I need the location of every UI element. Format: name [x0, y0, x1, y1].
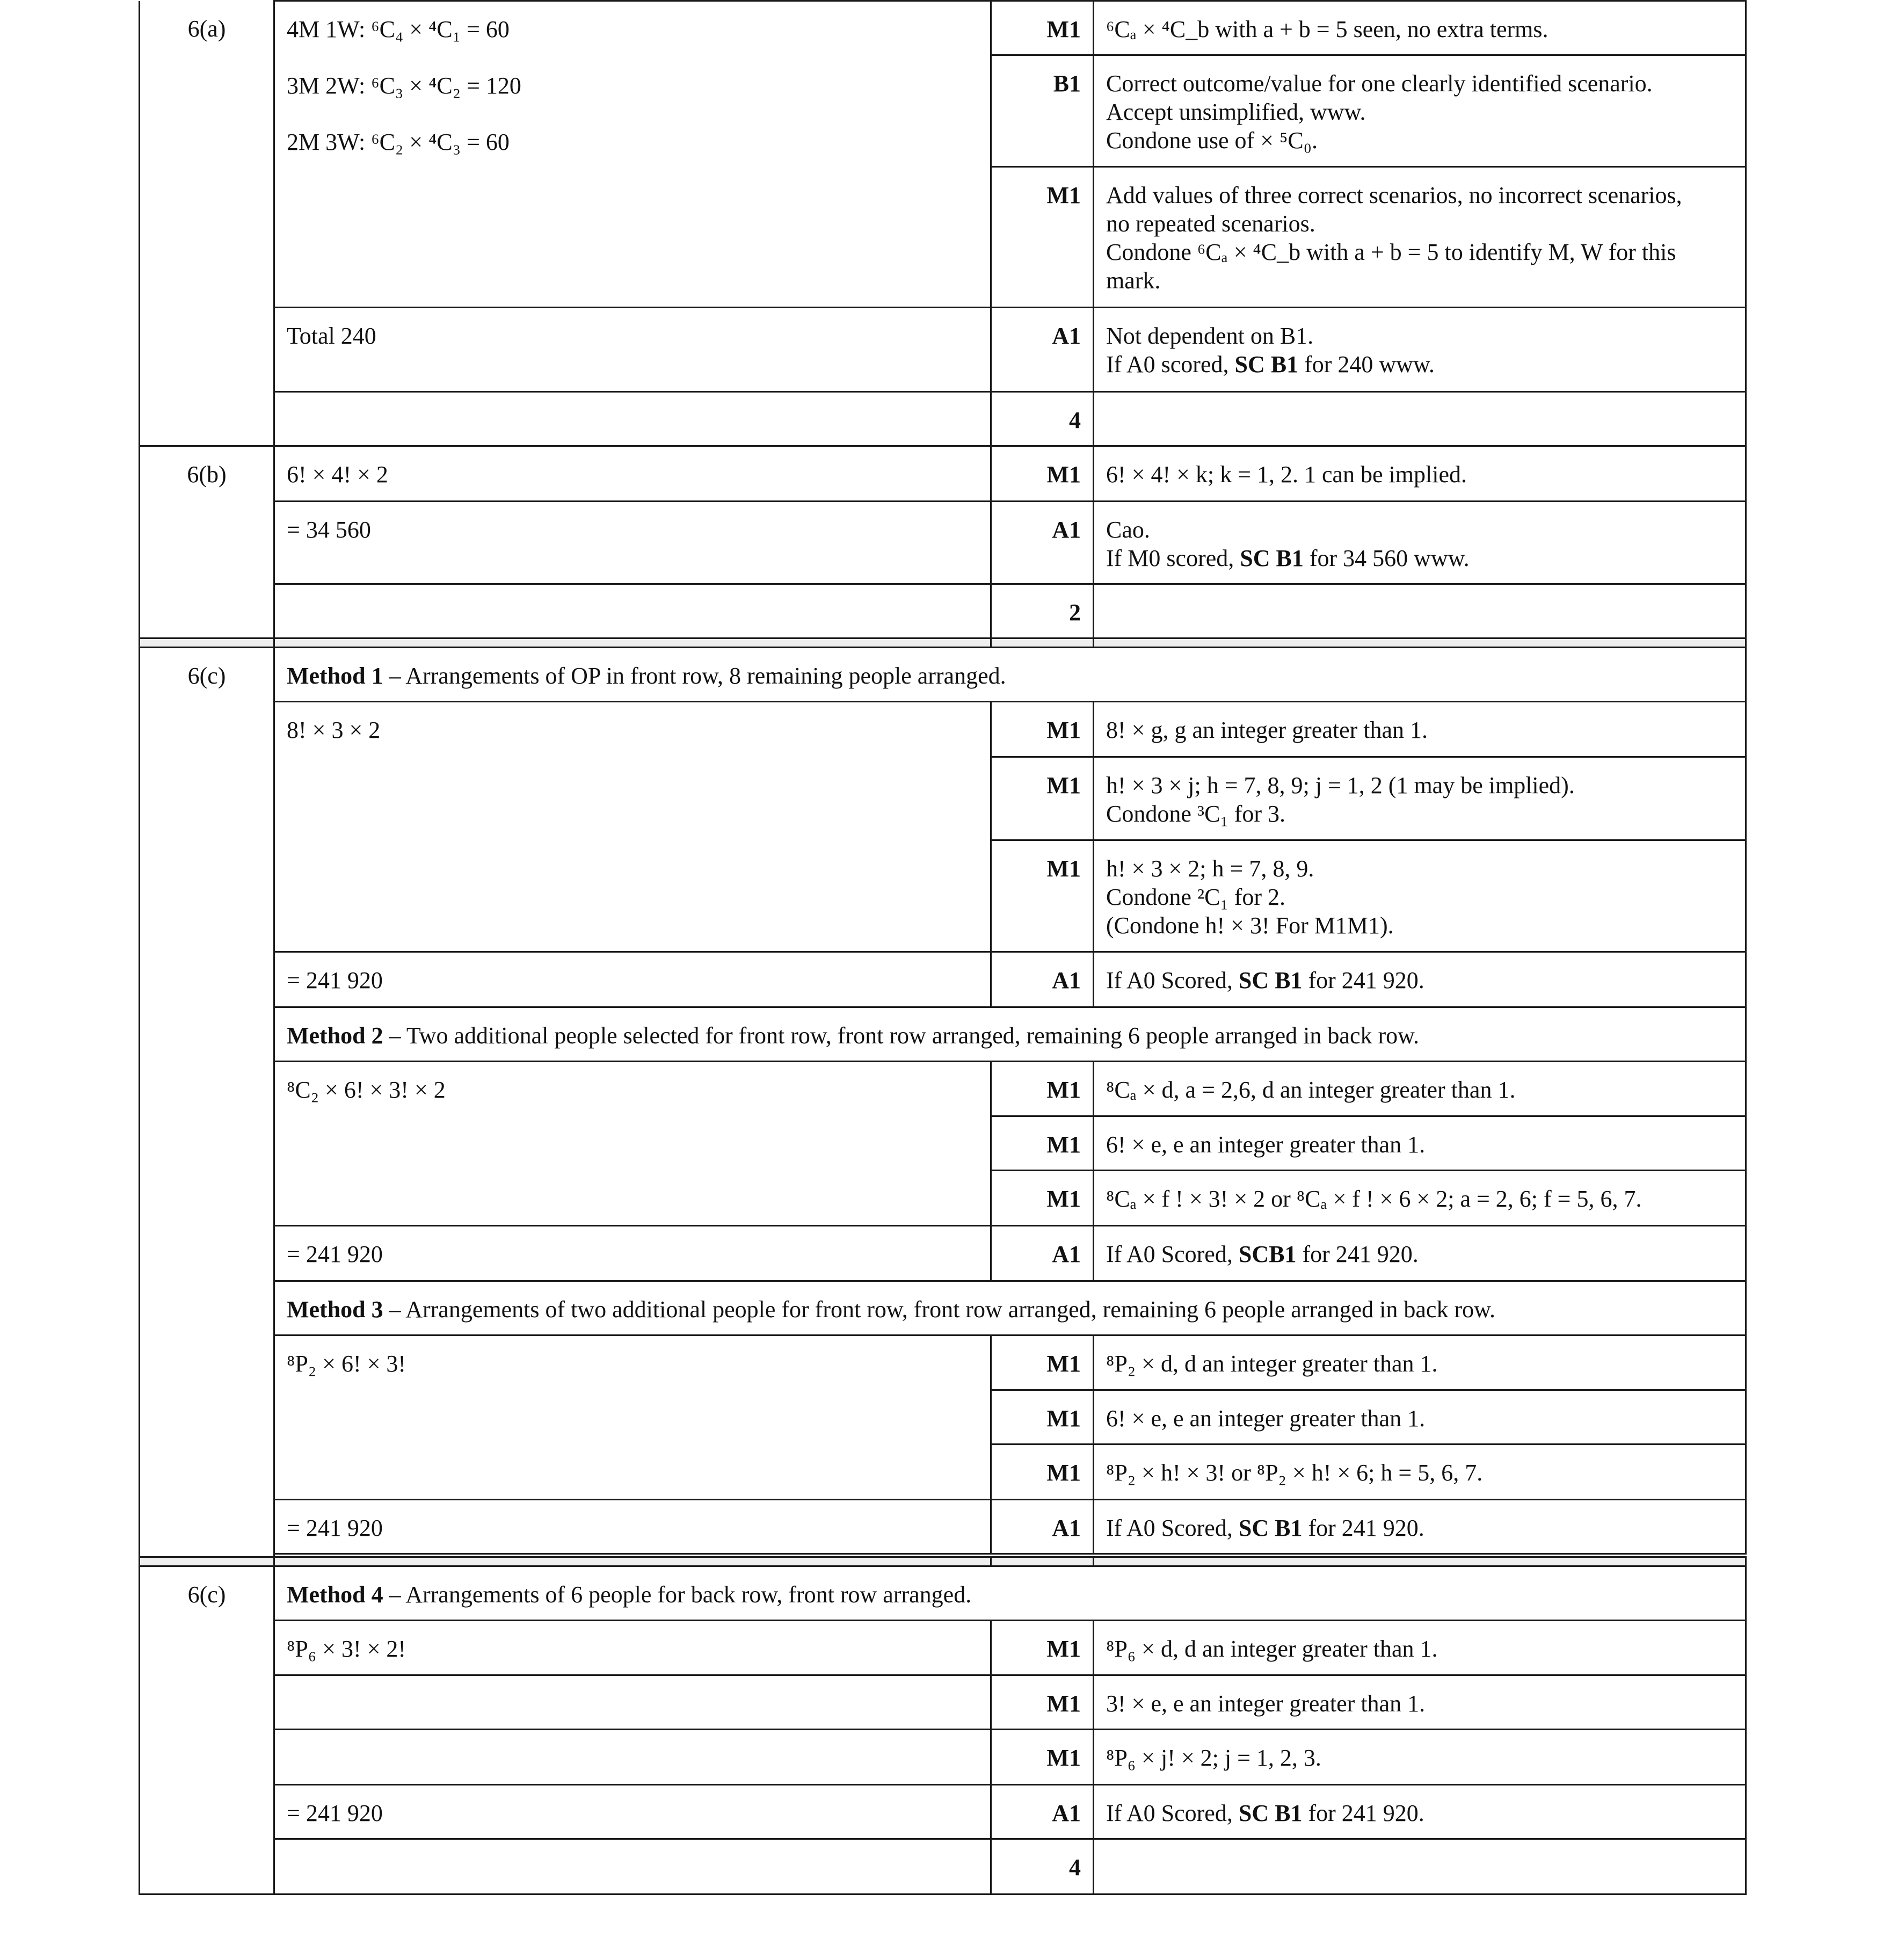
guidance-line: Cao.: [1106, 517, 1150, 543]
mark-cell: M1: [991, 1062, 1094, 1116]
table-row: [140, 446, 1746, 502]
guidance-cell: [1094, 55, 1746, 167]
mark-cell: M1: [991, 1621, 1094, 1675]
guidance-cell: [1094, 502, 1746, 584]
question-label: 6(a): [140, 1, 274, 446]
answer-cell: = 241 920: [274, 1226, 991, 1281]
answer-cell: [274, 1675, 991, 1730]
mark-cell: M1: [991, 1, 1094, 55]
guidance-cell: ⁶Cₐ × ⁴C_b with a + b = 5 seen, no extra terms.: [1094, 1, 1746, 55]
guidance-line: Condone ⁶Cₐ × ⁴C_b with a + b = 5 to identify M, W for this: [1106, 239, 1676, 265]
answer-line: 2M 3W: ⁶C₂ × ⁴C₃ = 60: [287, 129, 510, 155]
method-heading: Method 2 – Two additional people selected for front row, front row arranged, remaining 6 people arranged in back row.: [274, 1007, 1746, 1062]
special-case-mark: SCB1: [1238, 1241, 1297, 1267]
answer-line: 3M 2W: ⁶C₃ × ⁴C₂ = 120: [287, 72, 521, 99]
guidance-cell: [1094, 308, 1746, 392]
mark-cell: A1: [991, 502, 1094, 584]
guidance-cell: ⁸P₆ × d, d an integer greater than 1.: [1094, 1621, 1746, 1675]
guidance-cell: If A0 Scored, SC B1 for 241 920.: [1094, 1500, 1746, 1554]
mark-cell: M1: [991, 1444, 1094, 1500]
table-row: [140, 1007, 1746, 1062]
guidance-cell: 6! × 4! × k; k = 1, 2. 1 can be implied.: [1094, 446, 1746, 502]
guidance-line: Accept unsimplified, www.: [1106, 99, 1366, 125]
special-case-mark: SC B1: [1238, 1800, 1303, 1826]
page-break-separator: [140, 638, 1746, 648]
guidance-cell: ⁸P₆ × j! × 2; j = 1, 2, 3.: [1094, 1730, 1746, 1785]
answer-cell: 8! × 3 × 2: [274, 702, 991, 952]
question-label: 6(c): [140, 1566, 274, 1894]
guidance-line: h! × 3 × j; h = 7, 8, 9; j = 1, 2 (1 may be implied).: [1106, 772, 1575, 798]
answer-cell: ⁸C₂ × 6! × 3! × 2: [274, 1062, 991, 1226]
mark-cell: A1: [991, 1226, 1094, 1281]
guidance-line: Add values of three correct scenarios, no incorrect scenarios,: [1106, 182, 1682, 208]
guidance-cell: 3! × e, e an integer greater than 1.: [1094, 1675, 1746, 1730]
special-case-mark: SC B1: [1238, 967, 1303, 993]
special-case-mark: SC B1: [1240, 545, 1304, 571]
guidance-line: (Condone h! × 3! For M1M1).: [1106, 912, 1394, 939]
guidance-cell: ⁸P₂ × d, d an integer greater than 1.: [1094, 1335, 1746, 1390]
table-row: [140, 1062, 1746, 1116]
method-heading: Method 1 – Arrangements of OP in front row, 8 remaining people arranged.: [274, 648, 1746, 702]
guidance-cell: [1094, 392, 1746, 446]
mark-cell: B1: [991, 55, 1094, 167]
table-row: [140, 1500, 1746, 1554]
special-case-mark: SC B1: [1238, 1515, 1303, 1541]
table-row: [140, 1281, 1746, 1335]
guidance-cell: [1094, 1839, 1746, 1894]
answer-cell: = 34 560: [274, 502, 991, 584]
table-row: [140, 1566, 1746, 1621]
guidance-cell: If A0 Scored, SCB1 for 241 920.: [1094, 1226, 1746, 1281]
answer-cell: 6! × 4! × 2: [274, 446, 991, 502]
mark-cell: A1: [991, 1500, 1094, 1554]
guidance-line: If A0 scored, SC B1 for 240 www.: [1106, 351, 1435, 378]
guidance-cell: [1094, 840, 1746, 952]
answer-line: 4M 1W: ⁶C₄ × ⁴C₁ = 60: [287, 16, 510, 42]
table-row: [140, 1785, 1746, 1839]
mark-scheme-sheet: [139, 0, 1745, 1895]
guidance-line: mark.: [1106, 267, 1161, 294]
mark-cell: M1: [991, 1390, 1094, 1444]
method-heading: Method 4 – Arrangements of 6 people for back row, front row arranged.: [274, 1566, 1746, 1621]
answer-cell: ⁸P₂ × 6! × 3!: [274, 1335, 991, 1500]
guidance-cell: 6! × e, e an integer greater than 1.: [1094, 1116, 1746, 1171]
table-row: [140, 502, 1746, 584]
guidance-line: Correct outcome/value for one clearly identified scenario.: [1106, 70, 1653, 97]
mark-scheme-table: [139, 0, 1747, 1895]
method-heading: Method 3 – Arrangements of two additional people for front row, front row arranged, remaining 6 people arranged in back row.: [274, 1281, 1746, 1335]
table-row: [140, 1, 1746, 55]
mark-cell: M1: [991, 1730, 1094, 1785]
answer-cell: [274, 584, 991, 638]
table-row: [140, 1730, 1746, 1785]
guidance-line: If M0 scored, SC B1 for 34 560 www.: [1106, 545, 1470, 571]
guidance-cell: ⁸P₂ × h! × 3! or ⁸P₂ × h! × 6; h = 5, 6, 7.: [1094, 1444, 1746, 1500]
guidance-line: no repeated scenarios.: [1106, 210, 1315, 237]
guidance-line: Condone ²C₁ for 2.: [1106, 884, 1286, 910]
table-row: [140, 702, 1746, 757]
answer-cell: [274, 1, 991, 308]
table-row: [140, 952, 1746, 1007]
guidance-cell: [1094, 167, 1746, 308]
guidance-cell: [1094, 757, 1746, 840]
mark-total: 2: [991, 584, 1094, 638]
table-row: [140, 308, 1746, 392]
answer-cell: = 241 920: [274, 1785, 991, 1839]
guidance-line: Not dependent on B1.: [1106, 323, 1314, 349]
guidance-cell: ⁸Cₐ × d, a = 2,6, d an integer greater than 1.: [1094, 1062, 1746, 1116]
mark-cell: M1: [991, 757, 1094, 840]
answer-cell: ⁸P₆ × 3! × 2!: [274, 1621, 991, 1675]
answer-cell: [274, 1730, 991, 1785]
mark-total: 4: [991, 1839, 1094, 1894]
answer-cell: = 241 920: [274, 952, 991, 1007]
table-row: [140, 1335, 1746, 1390]
guidance-line: Condone use of × ⁵C₀.: [1106, 127, 1318, 154]
mark-cell: M1: [991, 1675, 1094, 1730]
answer-cell: Total 240: [274, 308, 991, 392]
guidance-line: Condone ³C₁ for 3.: [1106, 801, 1286, 827]
answer-cell: [274, 1839, 991, 1894]
table-row: [140, 1226, 1746, 1281]
guidance-cell: If A0 Scored, SC B1 for 241 920.: [1094, 1785, 1746, 1839]
mark-cell: M1: [991, 1335, 1094, 1390]
guidance-cell: 8! × g, g an integer greater than 1.: [1094, 702, 1746, 757]
table-row: [140, 392, 1746, 446]
mark-cell: M1: [991, 840, 1094, 952]
mark-total: 4: [991, 392, 1094, 446]
mark-cell: A1: [991, 308, 1094, 392]
guidance-cell: If A0 Scored, SC B1 for 241 920.: [1094, 952, 1746, 1007]
table-row: [140, 648, 1746, 702]
table-row: [140, 1675, 1746, 1730]
table-row: [140, 1621, 1746, 1675]
question-label: 6(b): [140, 446, 274, 638]
answer-cell: [274, 392, 991, 446]
mark-cell: M1: [991, 446, 1094, 502]
mark-cell: M1: [991, 167, 1094, 308]
guidance-cell: 6! × e, e an integer greater than 1.: [1094, 1390, 1746, 1444]
table-row: [140, 584, 1746, 638]
mark-cell: M1: [991, 1116, 1094, 1171]
guidance-line: h! × 3 × 2; h = 7, 8, 9.: [1106, 855, 1314, 882]
page-break-separator: [140, 1557, 1746, 1566]
mark-cell: A1: [991, 952, 1094, 1007]
guidance-cell: [1094, 584, 1746, 638]
mark-cell: A1: [991, 1785, 1094, 1839]
mark-cell: M1: [991, 1171, 1094, 1226]
guidance-cell: ⁸Cₐ × f ! × 3! × 2 or ⁸Cₐ × f ! × 6 × 2; a = 2, 6; f = 5, 6, 7.: [1094, 1171, 1746, 1226]
question-label: 6(c): [140, 648, 274, 1557]
table-row: [140, 1839, 1746, 1894]
answer-cell: = 241 920: [274, 1500, 991, 1554]
mark-cell: M1: [991, 702, 1094, 757]
special-case-mark: SC B1: [1234, 351, 1299, 378]
